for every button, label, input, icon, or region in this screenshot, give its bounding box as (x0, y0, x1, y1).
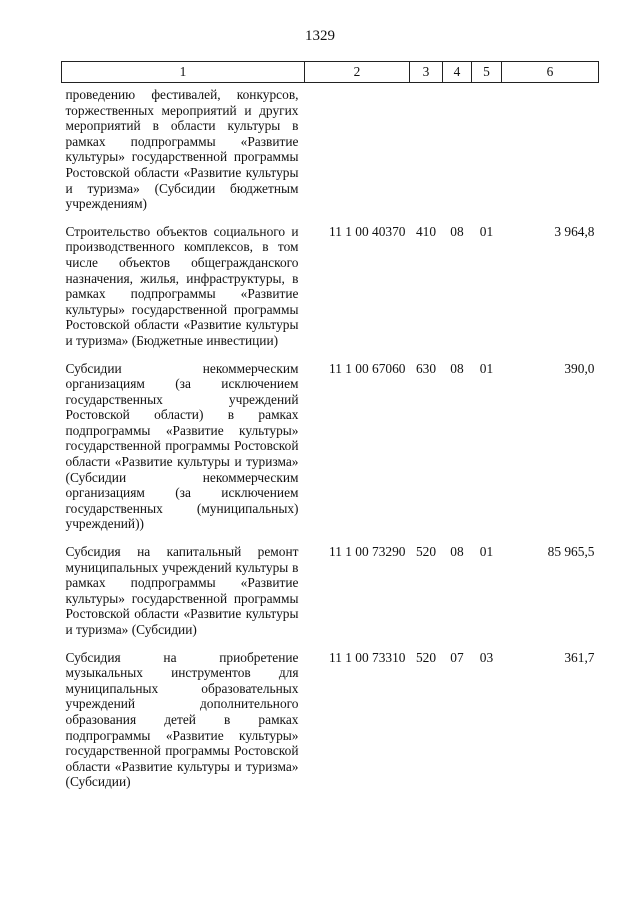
row-amount (502, 83, 599, 212)
row-col3: 520 (415, 649, 437, 665)
column-header-4: 4 (443, 62, 472, 83)
column-header-6: 6 (502, 62, 599, 83)
row-description: Субсидии некоммерческим организациям (за исключением государственных учреждений Ростовской области) в рамках подпрограммы «Развитие культуры» государственной программы Ростовской области «Развитие культуры и туризма» (Субсидии некоммерческим организациям (за исключением государственных (муниципальных) учреждений)) (65, 360, 299, 532)
row-code: 11 1 00 73290 (329, 544, 406, 560)
column-header-5: 5 (472, 62, 502, 83)
row-code: 11 1 00 67060 (329, 360, 406, 376)
row-col4: 07 (450, 649, 464, 665)
column-header-2: 2 (305, 62, 410, 83)
row-col5: 01 (479, 360, 494, 376)
row-description: Субсидия на капитальный ремонт муниципальных учреждений культуры в рамках подпрограммы «Развитие культуры» государственной программы Ростовской области «Развитие культуры и туризма» (Субсидии) (65, 544, 299, 637)
row-col5 (472, 83, 502, 212)
table-row (62, 638, 599, 790)
row-col3: 410 (415, 223, 437, 239)
table-row (62, 83, 599, 212)
row-description: Строительство объектов социального и производственного комплексов, в том числе объектов общегражданского назначения, жилья, инфраструктуры, в рамках подпрограммы «Развитие культуры» государственной программы Ростовской области «Развитие культуры и туризма» (Бюджетные инвестиции) (65, 223, 299, 348)
table-header-row (62, 62, 599, 83)
row-code: 11 1 00 40370 (329, 223, 406, 239)
row-col3 (410, 83, 443, 212)
column-header-3: 3 (410, 62, 443, 83)
budget-table (61, 61, 599, 790)
row-amount: 390,0 (564, 360, 595, 376)
table-row (62, 532, 599, 638)
column-header-1: 1 (62, 62, 305, 83)
row-code: 11 1 00 73310 (329, 649, 406, 665)
table-row (62, 349, 599, 533)
row-col3: 520 (415, 544, 437, 560)
row-amount: 85 965,5 (547, 544, 595, 560)
row-description: проведению фестивалей, конкурсов, торжественных мероприятий и других мероприятий в области культуры в рамках подпрограммы «Развитие культуры» государственной программы Ростовской области «Развитие культуры и туризма» (Субсидии бюджетным учреждениям) (65, 87, 299, 212)
row-col5: 01 (479, 223, 494, 239)
row-col5: 01 (479, 544, 494, 560)
row-col4: 08 (450, 544, 464, 560)
row-amount: 361,7 (564, 649, 595, 665)
row-description: Субсидия на приобретение музыкальных инструментов для муниципальных образовательных учреждений дополнительного образования детей в рамках подпрограммы «Развитие культуры» государственной программы Ростовской области «Развитие культуры и туризма» (Субсидии) (65, 649, 299, 790)
row-code (305, 83, 410, 212)
row-col4 (443, 83, 472, 212)
row-col4: 08 (450, 223, 464, 239)
table-row (62, 212, 599, 349)
row-col4: 08 (450, 360, 464, 376)
row-col3: 630 (415, 360, 437, 376)
page-number: 1329 (305, 28, 335, 44)
row-amount: 3 964,8 (554, 223, 595, 239)
row-col5: 03 (479, 649, 494, 665)
